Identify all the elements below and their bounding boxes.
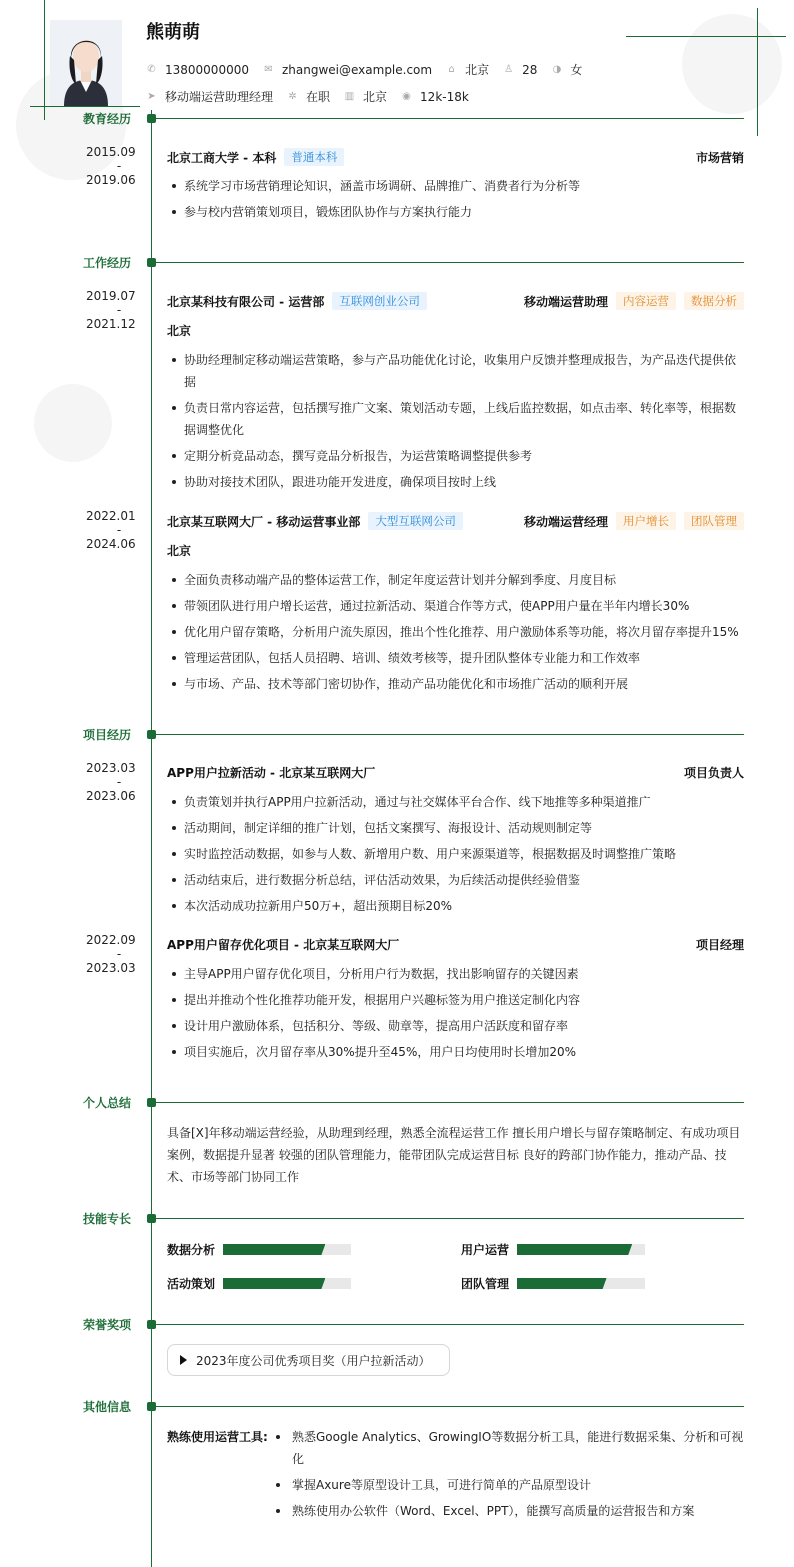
job-role: 移动端运营助理 — [523, 294, 608, 309]
section-title-summary: 个人总结 — [83, 1096, 132, 1110]
section-title-other: 其他信息 — [83, 1400, 132, 1414]
phone-icon: ✆ — [147, 64, 156, 75]
section-title-skills: 技能专长 — [83, 1212, 132, 1226]
skill-bar — [517, 1278, 645, 1289]
decor-line — [626, 36, 786, 37]
salary: 12k-18k — [420, 89, 469, 104]
target-city: 北京 — [363, 90, 388, 104]
list-item: 活动结束后，进行数据分析总结，评估活动效果，为后续活动提供经验借鉴 — [167, 869, 744, 891]
decor-circle — [682, 14, 782, 114]
list-item: 带领团队进行用户增长运营，通过拉新活动、渠道合作等方式，使APP用户量在半年内增长30% — [167, 595, 744, 617]
award-text: 2023年度公司优秀项目奖（用户拉新活动） — [196, 1353, 431, 1368]
section-title-work: 工作经历 — [83, 256, 132, 270]
job-intent-row — [146, 88, 483, 105]
salary-icon: ◉ — [402, 91, 411, 102]
age: 28 — [522, 62, 538, 77]
skill-bar-fill — [517, 1278, 607, 1289]
list-item: 活动期间，制定详细的推广计划，包括文案撰写、海报设计、活动规则制定等 — [167, 817, 744, 839]
skill-name: 团队管理 — [461, 1277, 510, 1291]
skill-item — [167, 1275, 351, 1292]
list-item: 参与校内营销策划项目，锻炼团队协作与方案执行能力 — [167, 201, 744, 223]
section-title-education: 教育经历 — [83, 112, 132, 126]
list-item: 协助经理制定移动端运营策略，参与产品功能优化讨论，收集用户反馈并整理成报告，为产品迭代提供依据 — [167, 349, 744, 393]
role-tag: 内容运营 — [616, 292, 676, 310]
list-item: 负责策划并执行APP用户拉新活动，通过与社交媒体平台合作、线下地推等多种渠道推广 — [167, 791, 744, 813]
decor-circle — [34, 384, 112, 462]
other-label: 熟练使用运营工具: — [167, 1430, 268, 1444]
company-tag: 互联网创业公司 — [332, 292, 427, 310]
decor-line — [757, 8, 758, 136]
status-icon: ✲ — [288, 91, 297, 102]
company-tag: 大型互联网公司 — [368, 512, 463, 530]
list-item: 实时监控活动数据，如参与人数、新增用户数、用户来源渠道等，根据数据及时调整推广策略 — [167, 843, 744, 865]
skill-item — [461, 1275, 645, 1292]
list-item: 项目实施后，次月留存率从30%提升至45%，用户日均使用时长增加20% — [167, 1041, 744, 1063]
project-bullets — [167, 791, 744, 921]
email: zhangwei@example.com — [281, 62, 433, 77]
list-item: 熟悉Google Analytics、GrowingIO等数据分析工具，能进行数据采集、分析和可视化 — [273, 1426, 744, 1470]
list-item: 熟练使用办公软件（Word、Excel、PPT），能撰写高质量的运营报告和方案 — [273, 1500, 744, 1522]
skill-bar-fill — [223, 1278, 325, 1289]
list-item: 设计用户激励体系，包括积分、等级、勋章等，提高用户活跃度和留存率 — [167, 1015, 744, 1037]
job-role: 移动端运营经理 — [523, 514, 608, 529]
work-head — [167, 512, 744, 530]
other-list — [273, 1426, 744, 1526]
list-item: 系统学习市场营销理论知识，涵盖市场调研、品牌推广、消费者行为分析等 — [167, 175, 744, 197]
work-bullets — [167, 569, 744, 699]
skill-name: 活动策划 — [167, 1277, 216, 1291]
list-item: 主导APP用户留存优化项目，分析用户行为数据，找出影响留存的关键因素 — [167, 963, 744, 985]
work-bullets — [167, 349, 744, 497]
list-item: 与市场、产品、技术等部门密切协作，推动产品功能优化和市场推广活动的顺利开展 — [167, 673, 744, 695]
list-item: 负责日常内容运营，包括撰写推广文案、策划活动专题，上线后监控数据，如点击率、转化率等，根据数据调整优化 — [167, 397, 744, 441]
skill-bar — [517, 1244, 645, 1255]
skill-name: 数据分析 — [167, 1243, 216, 1257]
skill-item — [461, 1241, 645, 1258]
project-head — [167, 936, 744, 953]
company-name: 北京某互联网大厂 - 移动运营事业部 — [167, 514, 361, 529]
degree-tag: 普通本科 — [284, 148, 344, 166]
edu-head — [167, 148, 744, 166]
candidate-name: 熊萌萌 — [146, 22, 200, 43]
phone: 13800000000 — [165, 62, 249, 77]
work-city: 北京 — [167, 544, 192, 558]
job-status: 在职 — [306, 90, 331, 104]
school-name: 北京工商大学 - 本科 — [167, 150, 277, 165]
award-item[interactable] — [167, 1344, 450, 1376]
skill-bar-fill — [223, 1244, 325, 1255]
section-divider — [152, 1102, 744, 1103]
skill-name: 用户运营 — [461, 1243, 510, 1257]
mail-icon: ✉ — [264, 64, 273, 75]
section-divider — [152, 262, 744, 263]
skill-bar — [223, 1278, 351, 1289]
play-triangle-icon — [180, 1355, 187, 1365]
project-bullets — [167, 963, 744, 1067]
project-head — [167, 764, 744, 781]
gender-icon: ◑ — [552, 64, 562, 75]
decor-line — [44, 0, 45, 120]
target-job: 移动端运营助理经理 — [165, 90, 274, 104]
building-icon: ▥ — [344, 91, 355, 102]
list-item: 本次活动成功拉新用户50万+，超出预期目标20% — [167, 895, 744, 917]
project-role: 项目负责人 — [683, 766, 744, 780]
work-head — [167, 292, 744, 310]
skill-bar — [223, 1244, 351, 1255]
major: 市场营销 — [695, 150, 744, 165]
section-divider — [152, 1324, 744, 1325]
edu-bullets — [167, 175, 744, 227]
decor-line — [30, 106, 140, 107]
gender: 女 — [570, 63, 583, 77]
project-name: APP用户拉新活动 - 北京某互联网大厂 — [167, 766, 376, 780]
work-date: 2022.01 - 2024.06 — [86, 509, 136, 551]
section-divider — [152, 734, 744, 735]
list-item: 管理运营团队，包括人员招聘、培训、绩效考核等，提升团队整体专业能力和工作效率 — [167, 647, 744, 669]
section-divider — [152, 118, 744, 119]
list-item: 全面负责移动端产品的整体运营工作，制定年度运营计划并分解到季度、月度目标 — [167, 569, 744, 591]
role-tag: 数据分析 — [684, 292, 744, 310]
list-item: 提出并推动个性化推荐功能开发，根据用户兴趣标签为用户推送定制化内容 — [167, 989, 744, 1011]
role-tag: 用户增长 — [616, 512, 676, 530]
work-date: 2019.07 - 2021.12 — [86, 289, 136, 331]
contact-row — [146, 61, 596, 78]
edu-date: 2015.09 - 2019.06 — [86, 145, 136, 187]
summary-text: 具备[X]年移动端运营经验，从助理到经理，熟悉全流程运营工作 擅长用户增长与留存策略制定、有成功项目案例，数据提升显著 较强的团队管理能力，能带团队完成运营目标 良好的跨部门协作能力，推动产品、技术、市场等部门协同工作 — [167, 1126, 741, 1184]
send-icon: ➤ — [147, 91, 156, 102]
list-item: 定期分析竞品动态，撰写竞品分析报告，为运营策略调整提供参考 — [167, 445, 744, 467]
company-name: 北京某科技有限公司 - 运营部 — [167, 294, 325, 309]
work-city: 北京 — [167, 324, 192, 338]
section-title-awards: 荣誉奖项 — [83, 1318, 132, 1332]
age-icon: ♙ — [504, 64, 514, 75]
skill-item — [167, 1241, 351, 1258]
list-item: 协助对接技术团队，跟进功能开发进度，确保项目按时上线 — [167, 471, 744, 493]
timeline-line — [151, 110, 152, 1567]
list-item: 优化用户留存策略，分析用户流失原因，推出个性化推荐、用户激励体系等功能，将次月留存率提升15% — [167, 621, 744, 643]
section-divider — [152, 1218, 744, 1219]
section-divider — [152, 1406, 744, 1407]
project-date: 2022.09 - 2023.03 — [86, 933, 136, 975]
list-item: 掌握Axure等原型设计工具，可进行简单的产品原型设计 — [273, 1474, 744, 1496]
location: 北京 — [465, 63, 490, 77]
project-role: 项目经理 — [695, 938, 744, 952]
avatar — [50, 20, 122, 106]
project-date: 2023.03 - 2023.06 — [86, 761, 136, 803]
skill-bar-fill — [517, 1244, 632, 1255]
project-name: APP用户留存优化项目 - 北京某互联网大厂 — [167, 938, 400, 952]
role-tag: 团队管理 — [684, 512, 744, 530]
section-title-projects: 项目经历 — [83, 728, 132, 742]
home-icon: ⌂ — [448, 64, 455, 75]
